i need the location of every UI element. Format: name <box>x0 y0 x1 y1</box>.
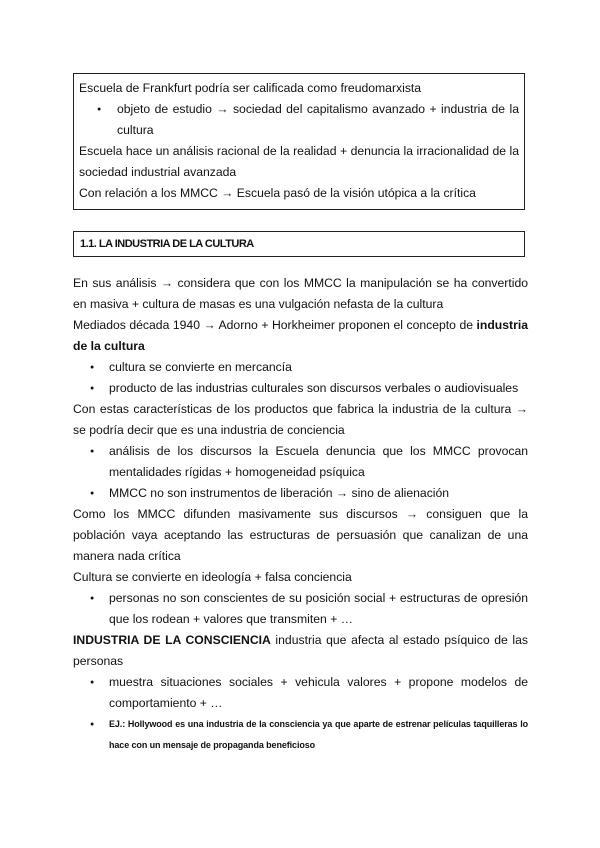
paragraph-3: Con estas características de los productos que fabrica la industria de la cultura → se podría decir que es una industria de conciencia <box>73 402 528 437</box>
paragraph-5: Cultura se convierte en ideología + falsa conciencia <box>73 570 352 584</box>
summary-line-3: Con relación a los MMCC → Escuela pasó de la visión utópica a la crítica <box>79 186 476 200</box>
paragraph-4: Como los MMCC difunden masivamente sus discursos → consiguen que la población vaya aceptando las estructuras de persuasión que canalizan de una manera nada crítica <box>73 507 528 563</box>
bullet-1: ● cultura se convierte en mercancía <box>73 357 528 378</box>
summary-box <box>73 73 525 210</box>
bullet-4: ● MMCC no son instrumentos de liberación → sino de alienación <box>73 483 528 504</box>
bullet-5: ● personas no son conscientes de su posición social + estructuras de opresión que los rodean + valores que transmiten + … <box>73 588 528 630</box>
section-heading: 1.1. LA INDUSTRIA DE LA CULTURA <box>80 238 254 250</box>
paragraph-2-text: Mediados década 1940 → Adorno + Horkheimer proponen el concepto de <box>73 318 477 332</box>
paragraph-6 <box>73 630 528 672</box>
section-heading-box <box>73 231 525 257</box>
bullet-2: ● producto de las industrias culturales son discursos verbales o audiovisuales <box>73 378 528 399</box>
bullet-7-example: ● EJ.: Hollywood es una industria de la consciencia ya que aparte de estrenar películas taquilleras lo hace con un mensaje de propaganda beneficioso <box>73 714 528 756</box>
bullet-6: ● muestra situaciones sociales + vehicula valores + propone modelos de comportamiento + … <box>73 672 528 714</box>
paragraph-6-text: industria que afecta al estado psíquico de las personas <box>73 633 528 668</box>
summary-line-1: Escuela de Frankfurt podría ser calificada como freudomarxista <box>79 81 422 95</box>
paragraph-6-bold: INDUSTRIA DE LA CONSCIENCIA <box>73 633 271 647</box>
summary-bullet-1: ● objeto de estudio → sociedad del capitalismo avanzado + industria de la cultura <box>79 99 519 141</box>
summary-line-2: Escuela hace un análisis racional de la realidad + denuncia la irracionalidad de la sociedad industrial avanzada <box>79 144 519 179</box>
body-text <box>73 273 528 756</box>
paragraph-1: En sus análisis → considera que con los MMCC la manipulación se ha convertido en masiva + cultura de masas es una vulgación nefasta de la cultura <box>73 276 528 311</box>
paragraph-2-bold: industria de la cultura <box>73 318 528 353</box>
paragraph-2 <box>73 315 528 357</box>
bullet-3: ● análisis de los discursos la Escuela denuncia que los MMCC provocan mentalidades rígidas + homogeneidad psíquica <box>73 441 528 483</box>
